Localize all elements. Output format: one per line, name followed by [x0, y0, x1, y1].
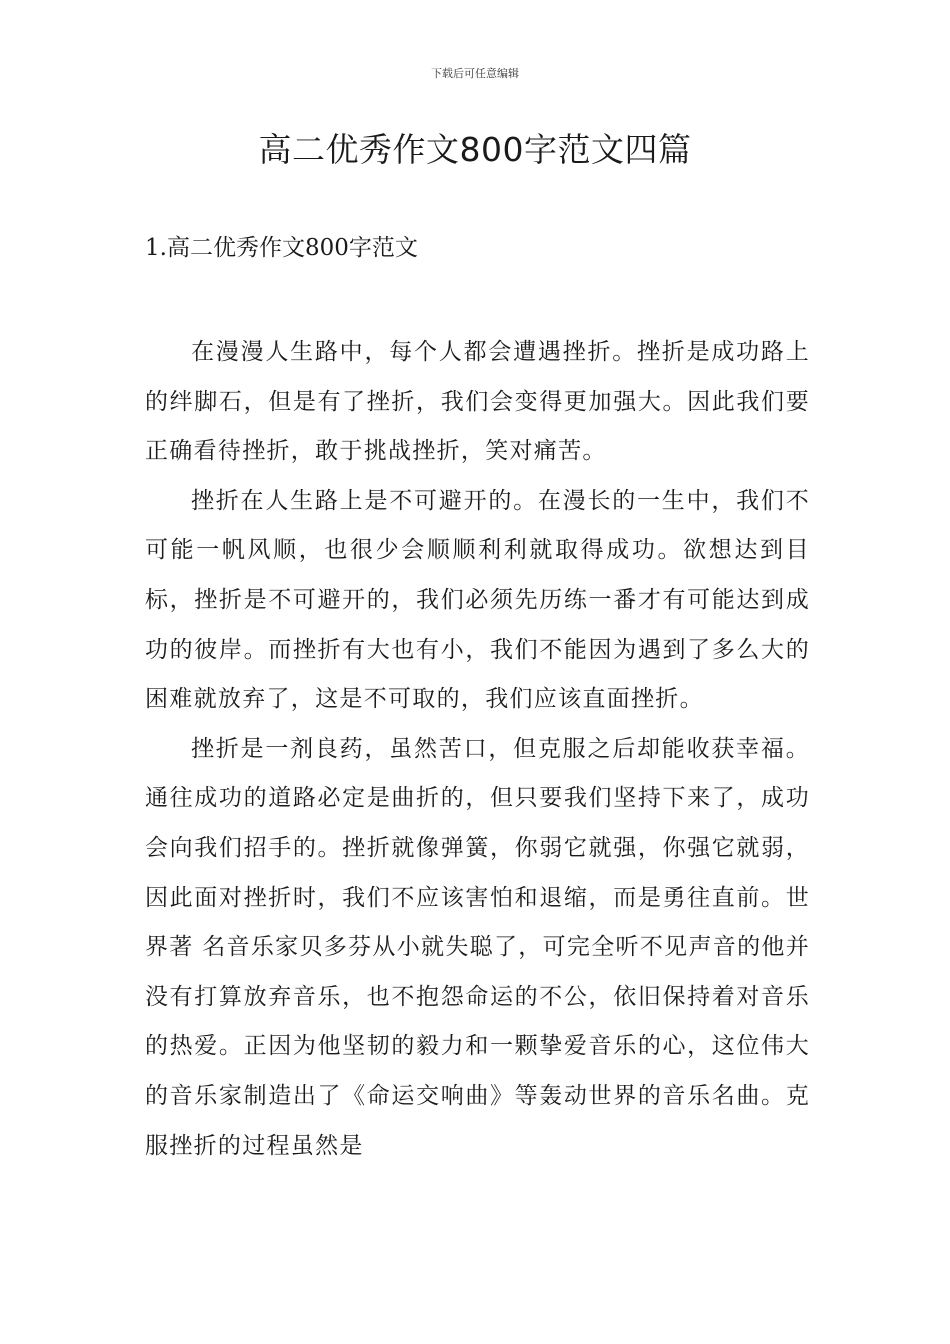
section-heading: 1.高二优秀作文800字范文 — [145, 235, 418, 261]
page-header-note: 下载后可任意编辑 — [431, 67, 519, 80]
paragraph-3: 挫折是一剂良药，虽然苦口，但克服之后却能收获幸福。通往成功的道路必定是曲折的，但只要我们坚持下来了，成功会向我们招手的。挫折就像弹簧，你弱它就强，你强它就弱，因此面对挫折时，我们不应该害怕和退缩，而是勇往直前。世界著 名音乐家贝多芬从小就失聪了，可完全听不见声音的他并没有打算放弃音乐，也不抱怨命运的不公，依旧保持着对音乐的热爱。正因为他坚韧的毅力和一颗挚爱音乐的心，这位伟大的音乐家制造出了《命运交响曲》等轰动世界的音乐名曲。克服挫折的过程虽然是 — [145, 735, 810, 1159]
paragraph-2: 挫折在人生路上是不可避开的。在漫长的一生中，我们不可能一帆风顺，也很少会顺顺利利就取得成功。欲想达到目标，挫折是不可避开的，我们必须先历练一番才有可能达到成功的彼岸。而挫折有大也有小，我们不能因为遇到了多么大的困难就放弃了，这是不可取的，我们应该直面挫折。 — [145, 487, 810, 713]
essay-body — [145, 328, 810, 1171]
document-title: 高二优秀作文800字范文四篇 — [258, 130, 692, 169]
paragraph-1: 在漫漫人生路中，每个人都会遭遇挫折。挫折是成功路上的绊脚石，但是有了挫折，我们会变得更加强大。因此我们要正确看待挫折，敢于挑战挫折，笑对痛苦。 — [145, 339, 810, 465]
